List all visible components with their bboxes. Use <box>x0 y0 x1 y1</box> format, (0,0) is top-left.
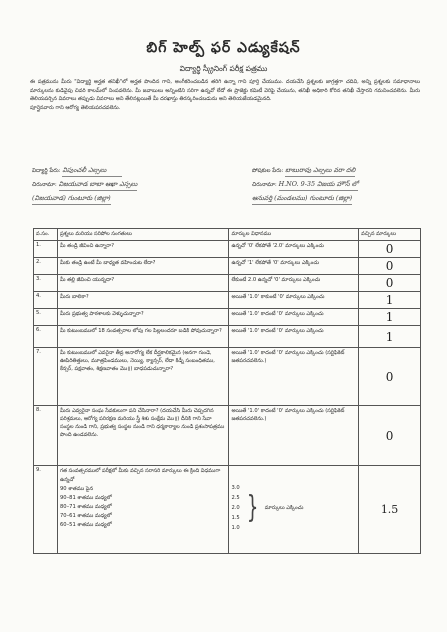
row-question: మీ కుటుంబములో 18 సంవత్సరాల లోపు గల పిల్లలందరూ బడికి పోవుచున్నారా? <box>57 326 228 348</box>
student-name-label: విద్యార్థి పేరు: <box>32 168 61 174</box>
row-question-text: గత సంవత్సరములో పరీక్షలో మీకు వచ్చిన సరాసరి మార్కులు ఈ క్రింది విధముగా ఉన్నచో <box>59 468 221 483</box>
parent-address-label: చిరునామా: <box>252 182 277 188</box>
header-serial: వ.సం. <box>34 229 58 241</box>
row-question: మీ కుటుంబములో ఎవరైనా తీవ్ర అనారోగ్య లేక దీర్ఘకాలికమైన (అనగా గుండె, ఊపిరితిత్తులు, మూత్రపిండములు, నెయ్యి, క్యాన్సర్, లేదా కిడ్నీ సంబంధితము, కేన్సర్, పక్షవాతం, శిక్షణవాతం మొ॥) బాధపడుచున్నారా? <box>57 348 228 406</box>
address-value: విజయవాడ బాబా ఆఖా ఎస్సలు <box>59 180 138 191</box>
row-serial: 5. <box>34 309 58 326</box>
table-row <box>34 348 421 406</box>
scale-item: 2.0 <box>231 505 240 511</box>
intro-note: పూర్తైనవారు గాని ఆరోగ్య తెలియపరచవలెను. <box>30 104 121 111</box>
address-value-line2: (విజయవాడ) గుంటూరు (జిల్లా) <box>32 194 111 205</box>
table-row <box>34 466 421 554</box>
table-row <box>34 258 421 275</box>
parent-name-field <box>252 166 355 177</box>
parent-address-value-line2: ఆనువర్తి (మండలము) గుంటూరు (జిల్లా) <box>252 194 352 205</box>
brace-icon: } <box>246 490 258 525</box>
form-subtitle: విద్యార్థి స్క్రీనింగ్ పరీక్ష పత్రము <box>179 64 268 73</box>
row-question: మీ తల్లి జీవించి యున్నదా? <box>57 275 228 292</box>
row-method: అయితే '1.0' కాదంటే '0' మార్కులు ఎక్కించు <box>229 326 359 348</box>
parent-name-label: పోషకుల పేరు: <box>252 168 284 174</box>
row-serial: 8. <box>34 406 58 466</box>
scale-item: 3.0 <box>231 485 240 491</box>
table-row <box>34 406 421 466</box>
row-mark: 1 <box>359 309 421 326</box>
row-question: మీరు ప్రభుత్వ పాఠశాలకు వెళ్ళుచున్నారా? <box>57 309 228 326</box>
parent-address-field <box>252 180 358 191</box>
row-question <box>57 466 228 554</box>
band-item: 90–81 శాతము మధ్యలో <box>59 495 112 501</box>
intro-paragraph: ఈ పత్రమును మీరు "విద్యార్థి అర్హత తనిఖీ"లో అర్హత పొందిన గాని, అంగీకరించబడిన తరిగి ఉన్నా గాని పూర్తి చేయుము. దయచేసి ప్రశ్నలకు జాగ్రత్తగా చదివి, అన్ని ప్రశ్నలకు సమాధానాలు మార్కులను కుడివైపు చివరి కాలమ్‌లో నింపవలెను. మీ జవాబులు అన్నింటిని సరిగా ఉన్నవో లేదో ఈ ప్రాజెక్టు కమిటీ వెరిఫై చేయును, తనిఖీ అధికారి కోరిన తనిఖీ చేస్తారని గమనించవలెను. మీరు తెలియపర్చిన వివరాలు తప్పుడు వివరాలు అని తేలినట్లయితే మీ దరఖాస్తు తిరస్కరించబడును అని తెలియజేయడమైనది. <box>30 79 420 103</box>
scale-box <box>231 483 356 533</box>
band-item: 90 శాతము పైన <box>59 486 94 492</box>
student-name-value: విపుంచలీ ఎల్సలు <box>62 166 122 177</box>
row-method <box>229 466 359 554</box>
parent-name-value: బాబురావు ఎల్సలు వరా దలి <box>285 166 355 177</box>
row-question: మీరు బాలికా? <box>57 292 228 309</box>
row-question: మీకు తండ్రి ఉంటే మీ బాధ్యత వహించుట లేదా? <box>57 258 228 275</box>
table-row <box>34 292 421 309</box>
row-question: మీరు ఎవ్వరైనా సంఘ సేవకులుగా పని చేసినారా? (దయచేసి మీరు చెప్పదగిన పరిశ్రమలు, ఆరోగ్య పరిరక్షణ మరియు స్త్రీ శిశు సంక్షేమ మొ॥) దీనికి గాని సేవా సంస్థల నుండి గాని, ప్రభుత్వ సంస్థల నుండి గాని ధర్మకార్యాల నుండి ప్రశంసాపత్రము పొంది ఉండవలెను. <box>57 406 228 466</box>
table-row <box>34 275 421 292</box>
row-mark: 0 <box>359 258 421 275</box>
row-method: అయితే '1.0' కాదంటే '0' మార్కులు ఎక్కించు (సర్టిఫికెట్ జతపరచవలెను.) <box>229 348 359 406</box>
row-mark: 0 <box>359 348 421 406</box>
row-serial: 1. <box>34 241 58 258</box>
intro-instructions <box>30 78 420 112</box>
parent-address-value: H.NO. 9-35 విజయ హౌస్ లో <box>279 180 359 191</box>
parent-address-line2-field <box>252 194 352 205</box>
row-method: అయితే '1.0' కాకుంటే '0' మార్కులు ఎక్కించు <box>229 292 359 309</box>
row-serial: 2. <box>34 258 58 275</box>
header-marks: వచ్చిన మార్కులు <box>359 229 421 241</box>
screening-table <box>33 228 421 554</box>
row-method: లేకుంటే 2.0 ఉన్నచో '0' మార్కులు ఎక్కించు <box>229 275 359 292</box>
band-item: 60–51 శాతము మధ్యలో <box>59 522 112 528</box>
scale-item: 1.5 <box>231 515 240 521</box>
row-mark: 0 <box>359 406 421 466</box>
header-method: మార్కుల విధానము <box>229 229 359 241</box>
form-title: బిగ్ హెల్ప్ ఫర్ ఎడ్యుకేషన్ <box>146 40 301 56</box>
row-mark: 0 <box>359 241 421 258</box>
table-row <box>34 241 421 258</box>
band-item: 70–61 శాతము మధ్యలో <box>59 513 112 519</box>
row-serial: 4. <box>34 292 58 309</box>
table-row <box>34 309 421 326</box>
row-question: మీ తండ్రి జీవించి ఉన్నారా? <box>57 241 228 258</box>
marks-scale <box>231 483 239 533</box>
row-method: ఉన్నచో '0' లేకపోతే '2.0' మార్కులు ఎక్కించు <box>229 241 359 258</box>
scale-item: 2.5 <box>231 495 240 501</box>
header-question: ప్రశ్నలు మరియు సరిపోల సంగతులు <box>57 229 228 241</box>
table-header-row <box>34 229 421 241</box>
row-serial: 6. <box>34 326 58 348</box>
row-method: ఉన్నచో '1' లేకపోతే '0' మార్కులు ఎక్కించు <box>229 258 359 275</box>
address-label: చిరునామా: <box>32 182 57 188</box>
row-mark: 1 <box>359 292 421 309</box>
student-name-field <box>32 166 122 177</box>
row-serial: 9. <box>34 466 58 554</box>
address-line2-field <box>32 194 111 205</box>
address-field <box>32 180 137 191</box>
row-mark: 0 <box>359 275 421 292</box>
row-serial: 3. <box>34 275 58 292</box>
row-mark: 1.5 <box>359 466 421 554</box>
table-row <box>34 326 421 348</box>
row-method: అయితే '1.0' కాదంటే '0' మార్కులు ఎక్కించు <box>229 309 359 326</box>
row-serial: 7. <box>34 348 58 406</box>
row-mark: 1 <box>359 326 421 348</box>
row-method-text: మార్కులు ఎక్కించు <box>264 505 304 511</box>
scale-item: 1.0 <box>231 525 240 531</box>
row-method: అయితే '1.0' కాదంటే '0' మార్కులు ఎక్కించు (సర్టిఫికెట్ జతపరచవలెను.) <box>229 406 359 466</box>
band-item: 80–71 శాతము మధ్యలో <box>59 504 112 510</box>
